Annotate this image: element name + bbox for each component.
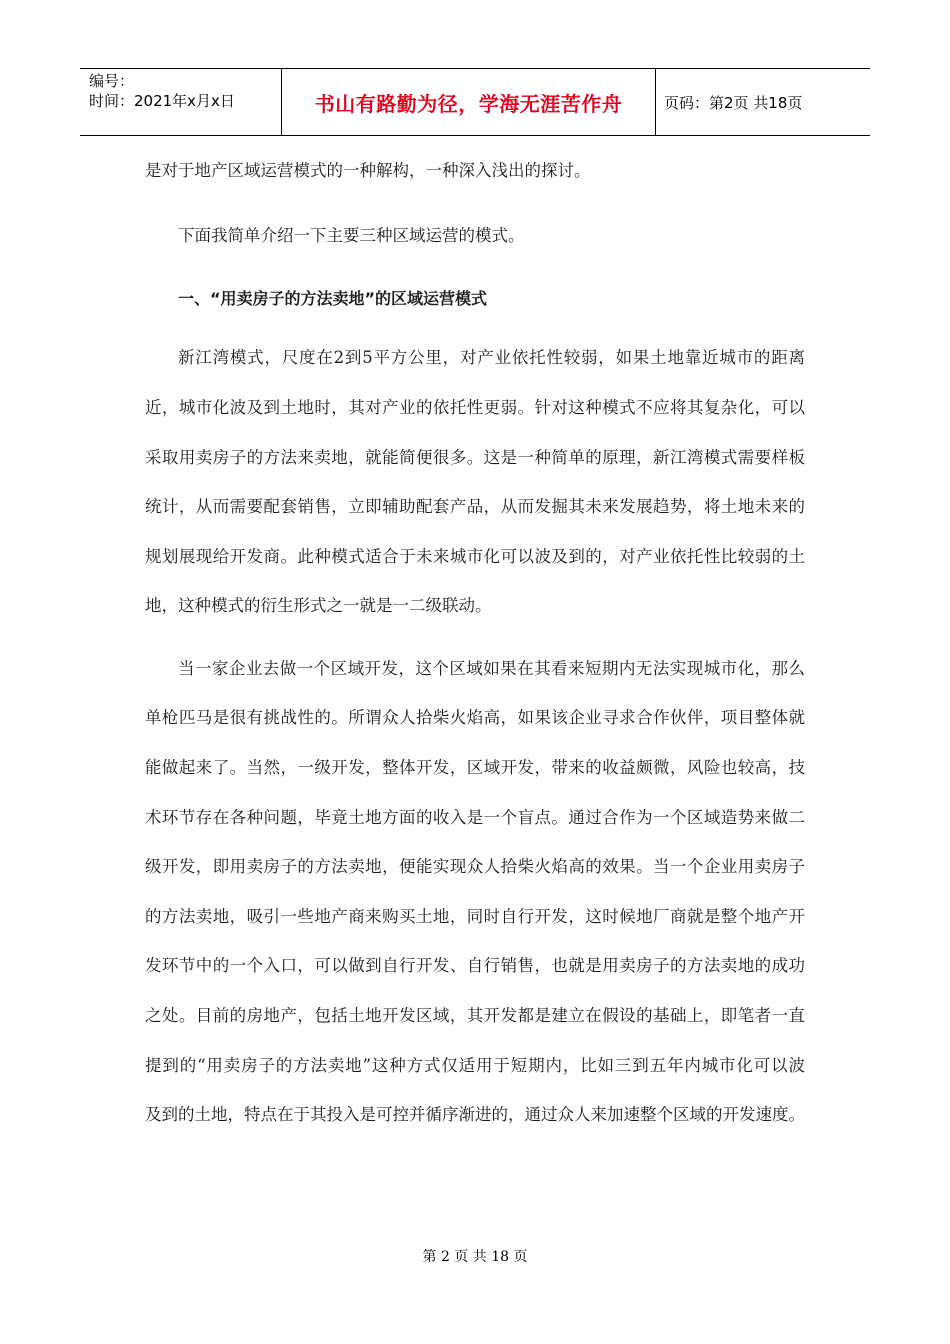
paragraph-line: 统计，从而需要配套销售，立即辅助配套产品，从而发掘其未来发展趋势，将土地未来的	[145, 497, 805, 516]
paragraph-line: 新江湾模式，尺度在2到5平方公里，对产业依托性较弱，如果土地靠近城市的距离	[178, 348, 805, 367]
paragraph-line: 之处。目前的房地产，包括土地开发区域，其开发都是建立在假设的基础上，即笔者一直	[145, 1006, 805, 1025]
paragraph-line: 能做起来了。当然，一级开发，整体开发，区域开发，带来的收益颇微，风险也较高，技	[145, 758, 805, 777]
page-header	[80, 68, 870, 136]
paragraph-line: 提到的“用卖房子的方法卖地”这种方式仅适用于短期内，比如三到五年内城市化可以波	[145, 1056, 805, 1075]
page-footer: 第 2 页 共 18 页	[422, 1249, 528, 1265]
paragraph-line: 下面我简单介绍一下主要三种区域运营的模式。	[178, 226, 525, 245]
paragraph-line: 当一家企业去做一个区域开发，这个区域如果在其看来短期内无法实现城市化，那么	[178, 659, 805, 678]
header-page-info: 页码：第2页 共18页	[664, 93, 803, 112]
paragraph-line: 单枪匹马是很有挑战性的。所谓众人拾柴火焰高，如果该企业寻求合作伙伴，项目整体就	[145, 708, 805, 727]
header-motto: 书山有路勤为径，学海无涯苦作舟	[282, 69, 656, 135]
document-number-label: 编号：	[89, 72, 135, 90]
paragraph-line: 规划展现给开发商。此种模式适合于未来城市化可以波及到的，对产业依托性比较弱的土	[145, 547, 805, 566]
header-meta	[80, 69, 282, 135]
paragraph-line: 级开发，即用卖房子的方法卖地，便能实现众人拾柴火焰高的效果。当一个企业用卖房子	[145, 857, 805, 876]
paragraph-line: 近，城市化波及到土地时，其对产业的依托性更弱。针对这种模式不应将其复杂化，可以	[145, 398, 805, 417]
paragraph-line: 地，这种模式的衍生形式之一就是一二级联动。	[145, 596, 492, 615]
paragraph-line: 是对于地产区域运营模式的一种解构，一种深入浅出的探讨。	[145, 161, 591, 180]
paragraph-line: 及到的土地，特点在于其投入是可控并循序渐进的，通过众人来加速整个区域的开发速度。	[145, 1105, 805, 1124]
paragraph-line: 采取用卖房子的方法来卖地，就能简便很多。这是一种简单的原理，新江湾模式需要样板	[145, 448, 805, 467]
paragraph-line: 发环节中的一个入口，可以做到自行开发、自行销售，也就是用卖房子的方法卖地的成功	[145, 956, 805, 975]
document-date: 时间：2021年x月x日	[89, 92, 235, 110]
paragraph-line: 术环节存在各种问题，毕竟土地方面的收入是一个盲点。通过合作为一个区域造势来做二	[145, 808, 805, 827]
section-heading: 一、“用卖房子的方法卖地”的区域运营模式	[178, 289, 488, 308]
paragraph-line: 的方法卖地，吸引一些地产商来购买土地，同时自行开发，这时候地厂商就是整个地产开	[145, 907, 805, 926]
